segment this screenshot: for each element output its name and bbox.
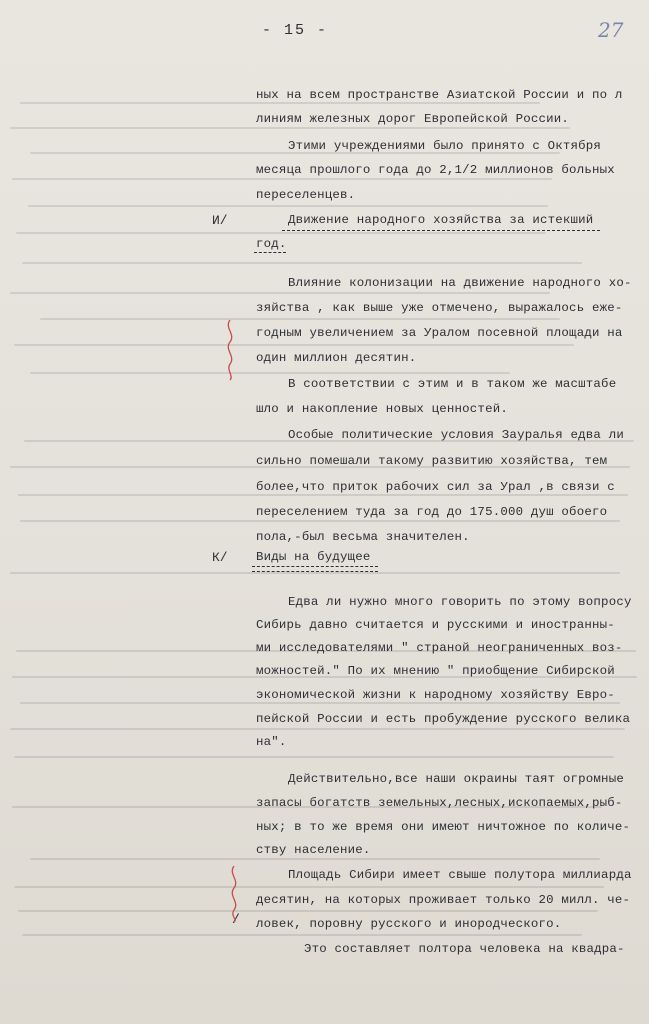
text-line: Влияние колонизации на движение народного хо- — [288, 276, 632, 290]
red-pencil-mark-1 — [222, 318, 238, 382]
text-line: экономической жизни к народному хозяйству Евро- — [256, 688, 615, 702]
handwritten-folio-number: 27 — [598, 18, 624, 42]
text-line: можностей." По их мнению " приобщение Сибирской — [256, 664, 615, 678]
text-line: переселением туда за год до 175.000 душ обоего — [256, 505, 608, 519]
text-line: зяйства , как выше уже отмечено, выражалось еже- — [256, 301, 623, 315]
text-line: месяца прошлого года до 2,1/2 миллионов больных — [256, 163, 615, 177]
text-line: пола,-был весьма значителен. — [256, 530, 470, 544]
text-line: Особые политические условия Зауралья едва ли — [288, 428, 624, 442]
margin-mark: И/ — [212, 213, 228, 228]
text-line: год. — [256, 237, 287, 251]
text-line: десятин, на которых проживает только 20 милл. че- — [256, 893, 631, 907]
text-line: ству население. — [256, 843, 371, 857]
text-line: шло и накопление новых ценностей. — [256, 402, 508, 416]
margin-mark: К/ — [212, 550, 228, 565]
page-number: - 15 - — [262, 22, 329, 39]
text-line: сильно помешали такому развитию хозяйства, тем — [256, 454, 608, 468]
text-line: Виды на будущее — [256, 550, 371, 564]
text-line: Действительно,все наши окраины таят огромные — [288, 772, 624, 786]
text-line: на". — [256, 735, 287, 749]
heading-underline-2 — [252, 566, 378, 567]
text-line: линиям железных дорог Европейской России. — [256, 112, 570, 126]
heading-underline-1 — [282, 230, 600, 231]
text-line: Площадь Сибири имеет свыше полутора миллиарда — [288, 868, 632, 882]
text-line: Движение народного хозяйства за истекший — [288, 213, 594, 227]
text-line: один миллион десятин. — [256, 351, 417, 365]
red-pencil-mark-2 — [226, 864, 242, 924]
text-line: запасы богатств земельных,лесных,ископаемых,рыб- — [256, 796, 623, 810]
text-line: переселенцев. — [256, 188, 356, 202]
text-line: Этими учреждениями было принято с Октября — [288, 139, 602, 153]
text-line: ловек, поровну русского и инородческого. — [256, 917, 562, 931]
text-line: ми исследователями " страной неограниченных воз- — [256, 641, 623, 655]
margin-mark: / — [232, 912, 240, 927]
text-line: ных на всем пространстве Азиатской России и по л — [256, 88, 623, 102]
text-line: ных; в то же время они имеют ничтожное по количе- — [256, 820, 631, 834]
text-line: Едва ли нужно много говорить по этому вопросу — [288, 595, 632, 609]
text-line: В соответствии с этим и в таком же масштабе — [288, 377, 617, 391]
text-line: пейской России и есть пробуждение русского велика — [256, 712, 631, 726]
text-line: годным увеличением за Уралом посевной площади на — [256, 326, 623, 340]
text-line: Сибирь давно считается и русскими и иностранны- — [256, 618, 615, 632]
text-line: Это составляет полтора человека на квадра- — [304, 942, 625, 956]
heading-underline-1b — [254, 252, 286, 253]
heading-underline-2b — [252, 571, 378, 572]
text-line: более,что приток рабочих сил за Урал ,в связи с — [256, 480, 615, 494]
